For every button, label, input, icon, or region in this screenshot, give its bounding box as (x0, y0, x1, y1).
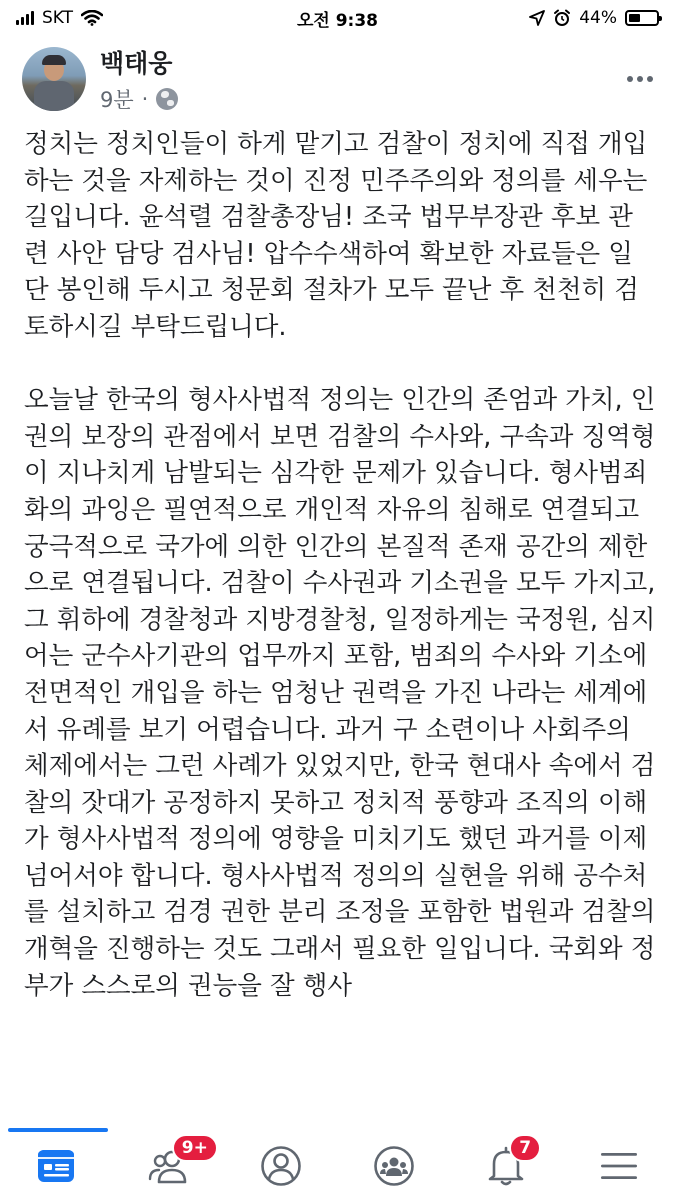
more-dot-icon (637, 76, 643, 82)
location-arrow-icon (529, 10, 545, 26)
nav-groups[interactable] (354, 1136, 434, 1196)
menu-icon (600, 1151, 638, 1181)
post-paragraph: 오늘날 한국의 형사사법적 정의는 인간의 존엄과 가치, 인권의 보장의 관점에서 보면 검찰의 수사와, 구속과 징역형이 지나치게 남발되는 심각한 문제가 있습니다. 형사범죄화의 과잉은 필연적으로 개인적 자유의 침해로 연결되고 궁극적으로 국가에 의한 인간의 본질적 존재 공간의 제한으로 연결됩니다. 검찰이 수사권과 기소권을 모두 가지고, 그 휘하에 경찰청과 지방경찰청, 일정하게는 국정원, 심지어는 군수사기관의 업무까지 포함, 범죄의 수사와 기소에 전면적인 개입을 하는 엄청난 권력을 가진 나라는 세계에서 유례를 보기 어렵습니다. 과거 구 소련이나 사회주의 체제에서는 그런 사례가 있었지만, 한국 현대사 속에서 검찰의 잣대가 공정하지 못하고 정치적 풍향과 조직의 이해가 형사사법적 정의에 영향을 미치기도 했던 과거를 이제 넘어서야 합니다. 형사사법적 정의의 실현을 위해 공수처를 설치하고 검경 권한 분리 조정을 포함한 법원과 검찰의 개혁을 진행하는 것도 그래서 필요한 일입니다. 국회와 정부가 스스로의 권능을 잘 행사 (24, 385, 656, 1001)
battery-percent: 44% (579, 8, 617, 28)
bottom-nav (0, 1132, 675, 1200)
post-header (22, 44, 653, 114)
news-feed-icon (36, 1148, 76, 1184)
nav-profile[interactable] (241, 1136, 321, 1196)
post-paragraph: 정치는 정치인들이 하게 맡기고 검찰이 정치에 직접 개입하는 것을 자제하는 것이 진정 민주주의와 정의를 세우는 길입니다. 윤석렬 검찰총장님! 조국 법무부장관 후보 관련 사안 담당 검사님! 압수수색하여 확보한 자료들은 일단 봉인해 두시고 청문회 절차가 모두 끝난 후 천천히 검토하시길 부탁드립니다. (24, 129, 648, 342)
nav-notifications[interactable] (466, 1136, 546, 1196)
carrier-label: SKT (42, 8, 74, 28)
more-options-button[interactable] (619, 68, 653, 90)
notifications-badge: 7 (509, 1134, 541, 1162)
avatar[interactable] (22, 47, 86, 111)
status-right (529, 8, 659, 28)
globe-icon (156, 88, 178, 110)
more-dot-icon (647, 76, 653, 82)
nav-friends[interactable] (129, 1136, 209, 1196)
post-body (24, 126, 656, 1130)
nav-menu[interactable] (579, 1136, 659, 1196)
battery-fill (629, 14, 640, 22)
author-name[interactable]: 백태웅 (100, 49, 173, 78)
groups-icon (373, 1145, 415, 1187)
post-meta (100, 84, 178, 114)
wifi-icon (81, 10, 103, 26)
battery-icon (625, 10, 659, 26)
profile-icon (260, 1145, 302, 1187)
meta-separator: · (141, 87, 149, 111)
post-time[interactable]: 9분 (100, 88, 134, 112)
nav-news-feed[interactable] (16, 1136, 96, 1196)
author-block (100, 44, 178, 114)
clock: 오전 9:38 (296, 10, 379, 31)
alarm-clock-icon (553, 9, 571, 27)
cellular-signal-icon (16, 11, 34, 25)
friends-badge: 9+ (172, 1134, 218, 1162)
status-left (16, 8, 103, 28)
status-bar (0, 0, 675, 36)
more-dot-icon (627, 76, 633, 82)
